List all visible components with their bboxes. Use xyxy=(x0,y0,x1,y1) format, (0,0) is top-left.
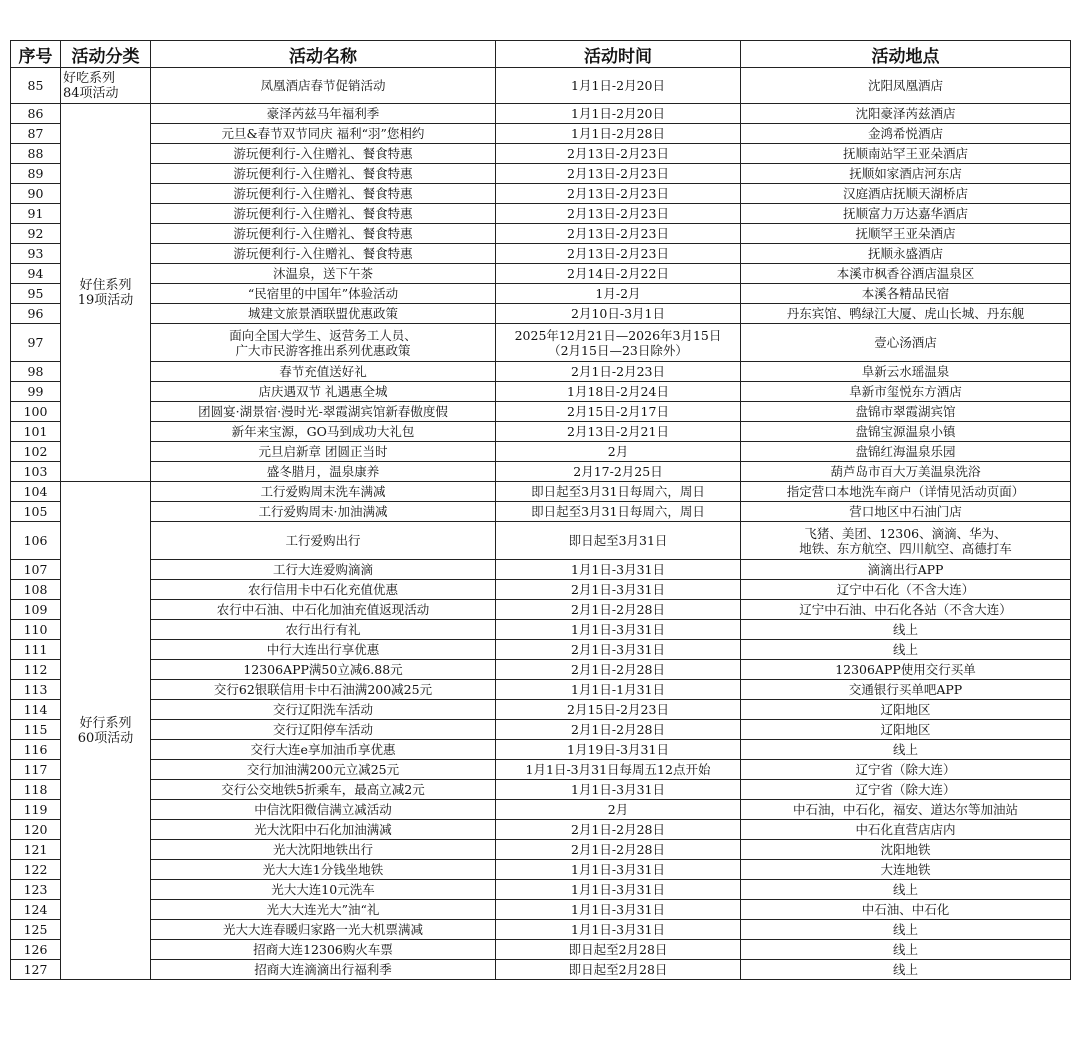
activity-name: 光大大连10元洗车 xyxy=(151,880,496,900)
activity-time: 2月1日-2月28日 xyxy=(496,820,741,840)
table-row xyxy=(11,304,1071,324)
activity-time: 2月13日-2月23日 xyxy=(496,244,741,264)
activity-name: 游玩便利行-入住赠礼、餐食特惠 xyxy=(151,204,496,224)
activity-name: 农行出行有礼 xyxy=(151,620,496,640)
row-number: 85 xyxy=(11,68,61,104)
activity-time: 1月1日-2月20日 xyxy=(496,104,741,124)
activity-name: 招商大连12306购火车票 xyxy=(151,940,496,960)
activity-time: 即日起至3月31日每周六，周日 xyxy=(496,482,741,502)
table-row xyxy=(11,68,1071,104)
activity-name: 面向全国大学生、返营务工人员、 广大市民游客推出系列优惠政策 xyxy=(151,324,496,362)
row-number: 123 xyxy=(11,880,61,900)
activity-location: 线上 xyxy=(741,960,1071,980)
activity-name: 游玩便利行-入住赠礼、餐食特惠 xyxy=(151,144,496,164)
activity-location: 线上 xyxy=(741,940,1071,960)
activity-name: 交行辽阳停车活动 xyxy=(151,720,496,740)
activity-name: 沐温泉，送下午茶 xyxy=(151,264,496,284)
table-row xyxy=(11,880,1071,900)
row-number: 92 xyxy=(11,224,61,244)
header-activity-time: 活动时间 xyxy=(496,41,741,68)
table-row xyxy=(11,362,1071,382)
activity-location: 滴滴出行APP xyxy=(741,560,1071,580)
row-number: 116 xyxy=(11,740,61,760)
row-number: 110 xyxy=(11,620,61,640)
activity-time: 即日起至3月31日 xyxy=(496,522,741,560)
row-number: 103 xyxy=(11,462,61,482)
header-activity-location: 活动地点 xyxy=(741,41,1071,68)
activity-time: 2月1日-3月31日 xyxy=(496,640,741,660)
activity-location: 金鸿希悦酒店 xyxy=(741,124,1071,144)
activity-location: 盘锦市翠霞湖宾馆 xyxy=(741,402,1071,422)
table-row xyxy=(11,522,1071,560)
activity-location: 线上 xyxy=(741,640,1071,660)
activity-time: 2月1日-2月28日 xyxy=(496,600,741,620)
activity-name: 中行大连出行享优惠 xyxy=(151,640,496,660)
activity-time: 1月1日-3月31日 xyxy=(496,860,741,880)
row-number: 122 xyxy=(11,860,61,880)
activity-table xyxy=(10,40,1071,980)
row-number: 89 xyxy=(11,164,61,184)
activity-time: 2月1日-2月28日 xyxy=(496,660,741,680)
activity-time: 1月1日-3月31日 xyxy=(496,920,741,940)
activity-location: 交通银行买单吧APP xyxy=(741,680,1071,700)
table-row xyxy=(11,382,1071,402)
activity-name: 工行爱购周末·加油满减 xyxy=(151,502,496,522)
row-number: 114 xyxy=(11,700,61,720)
activity-location: 抚顺富力万达嘉华酒店 xyxy=(741,204,1071,224)
activity-time: 1月1日-3月31日 xyxy=(496,780,741,800)
activity-location: 抚顺永盛酒店 xyxy=(741,244,1071,264)
table-row xyxy=(11,840,1071,860)
row-number: 101 xyxy=(11,422,61,442)
table-row xyxy=(11,502,1071,522)
row-number: 95 xyxy=(11,284,61,304)
row-number: 108 xyxy=(11,580,61,600)
category-cell: 好行系列 60项活动 xyxy=(61,482,151,980)
table-row xyxy=(11,600,1071,620)
table-row xyxy=(11,640,1071,660)
header-activity-name: 活动名称 xyxy=(151,41,496,68)
table-row xyxy=(11,324,1071,362)
table-row xyxy=(11,442,1071,462)
activity-name: 农行信用卡中石化充值优惠 xyxy=(151,580,496,600)
row-number: 87 xyxy=(11,124,61,144)
activity-location: 辽宁中石化（不含大连） xyxy=(741,580,1071,600)
table-row xyxy=(11,700,1071,720)
table-row xyxy=(11,264,1071,284)
row-number: 106 xyxy=(11,522,61,560)
activity-time: 1月1日-3月31日每周五12点开始 xyxy=(496,760,741,780)
activity-name: 交行大连e享加油币享优惠 xyxy=(151,740,496,760)
activity-name: 光大大连1分钱坐地铁 xyxy=(151,860,496,880)
activity-time: 2月15日-2月17日 xyxy=(496,402,741,422)
activity-time: 1月1日-2月20日 xyxy=(496,68,741,104)
activity-time: 1月1日-2月28日 xyxy=(496,124,741,144)
row-number: 126 xyxy=(11,940,61,960)
table-row xyxy=(11,184,1071,204)
activity-time: 1月1日-3月31日 xyxy=(496,620,741,640)
row-number: 90 xyxy=(11,184,61,204)
activity-name: 城建文旅景酒联盟优惠政策 xyxy=(151,304,496,324)
activity-time: 2月1日-3月31日 xyxy=(496,580,741,600)
activity-name: 游玩便利行-入住赠礼、餐食特惠 xyxy=(151,184,496,204)
activity-time: 1月1日-3月31日 xyxy=(496,900,741,920)
row-number: 125 xyxy=(11,920,61,940)
activity-location: 辽宁中石油、中石化各站（不含大连） xyxy=(741,600,1071,620)
activity-name: 凤凰酒店春节促销活动 xyxy=(151,68,496,104)
table-row xyxy=(11,402,1071,422)
table-row xyxy=(11,422,1071,442)
activity-location: 中石油，中石化，福安、道达尔等加油站 xyxy=(741,800,1071,820)
activity-name: 游玩便利行-入住赠礼、餐食特惠 xyxy=(151,224,496,244)
activity-time: 即日起至2月28日 xyxy=(496,940,741,960)
table-row xyxy=(11,104,1071,124)
header-number: 序号 xyxy=(11,41,61,68)
activity-time: 2月14日-2月22日 xyxy=(496,264,741,284)
table-body xyxy=(11,68,1071,980)
activity-name: 盛冬腊月，温泉康养 xyxy=(151,462,496,482)
activity-name: 12306APP满50立减6.88元 xyxy=(151,660,496,680)
activity-name: 光大沈阳中石化加油满减 xyxy=(151,820,496,840)
activity-time: 2月17-2月25日 xyxy=(496,462,741,482)
activity-name: 农行中石油、中石化加油充值返现活动 xyxy=(151,600,496,620)
category-cell: 好吃系列 84项活动 xyxy=(61,68,151,104)
row-number: 117 xyxy=(11,760,61,780)
activity-name: 中信沈阳微信满立减活动 xyxy=(151,800,496,820)
activity-name: “民宿里的中国年”体验活动 xyxy=(151,284,496,304)
activity-name: 元旦启新章 团圆正当时 xyxy=(151,442,496,462)
table-row xyxy=(11,900,1071,920)
row-number: 94 xyxy=(11,264,61,284)
activity-location: 抚顺如家酒店河东店 xyxy=(741,164,1071,184)
activity-location: 辽阳地区 xyxy=(741,720,1071,740)
row-number: 111 xyxy=(11,640,61,660)
activity-name: 豪泽芮兹马年福利季 xyxy=(151,104,496,124)
activity-name: 团圆宴·湖景宿·漫时光-翠霞湖宾馆新春傲度假 xyxy=(151,402,496,422)
activity-time: 2月13日-2月23日 xyxy=(496,204,741,224)
row-number: 118 xyxy=(11,780,61,800)
activity-time: 2月1日-2月28日 xyxy=(496,840,741,860)
row-number: 120 xyxy=(11,820,61,840)
activity-name: 交行62银联信用卡中石油满200减25元 xyxy=(151,680,496,700)
activity-name: 工行爱购出行 xyxy=(151,522,496,560)
table-row xyxy=(11,580,1071,600)
table-row xyxy=(11,482,1071,502)
activity-name: 工行爱购周末洗车满减 xyxy=(151,482,496,502)
row-number: 124 xyxy=(11,900,61,920)
activity-name: 游玩便利行-入住赠礼、餐食特惠 xyxy=(151,244,496,264)
activity-time: 2月13日-2月21日 xyxy=(496,422,741,442)
row-number: 113 xyxy=(11,680,61,700)
activity-location: 线上 xyxy=(741,920,1071,940)
row-number: 112 xyxy=(11,660,61,680)
activity-location: 大连地铁 xyxy=(741,860,1071,880)
table-row xyxy=(11,244,1071,264)
activity-time: 2025年12月21日—2026年3月15日 （2月15日—23日除外） xyxy=(496,324,741,362)
activity-name: 光大沈阳地铁出行 xyxy=(151,840,496,860)
activity-name: 游玩便利行-入住赠礼、餐食特惠 xyxy=(151,164,496,184)
activity-location: 盘锦红海温泉乐园 xyxy=(741,442,1071,462)
table-row xyxy=(11,860,1071,880)
row-number: 96 xyxy=(11,304,61,324)
activity-time: 1月19日-3月31日 xyxy=(496,740,741,760)
row-number: 119 xyxy=(11,800,61,820)
table-row xyxy=(11,960,1071,980)
activity-location: 沈阳豪泽芮兹酒店 xyxy=(741,104,1071,124)
activity-time: 1月1日-3月31日 xyxy=(496,880,741,900)
activity-location: 阜新云水瑶温泉 xyxy=(741,362,1071,382)
activity-name: 新年来宝源，GO马到成功大礼包 xyxy=(151,422,496,442)
table-row xyxy=(11,740,1071,760)
table-row xyxy=(11,680,1071,700)
activity-location: 壹心汤酒店 xyxy=(741,324,1071,362)
activity-name: 店庆遇双节 礼遇惠全城 xyxy=(151,382,496,402)
activity-location: 中石油、中石化 xyxy=(741,900,1071,920)
activity-name: 光大大连光大”油“礼 xyxy=(151,900,496,920)
activity-location: 12306APP使用交行买单 xyxy=(741,660,1071,680)
table-row xyxy=(11,940,1071,960)
table-row xyxy=(11,660,1071,680)
row-number: 107 xyxy=(11,560,61,580)
activity-location: 汉庭酒店抚顺天湖桥店 xyxy=(741,184,1071,204)
activity-time: 2月15日-2月23日 xyxy=(496,700,741,720)
row-number: 115 xyxy=(11,720,61,740)
row-number: 86 xyxy=(11,104,61,124)
activity-location: 本溪各精品民宿 xyxy=(741,284,1071,304)
activity-location: 沈阳凤凰酒店 xyxy=(741,68,1071,104)
activity-location: 线上 xyxy=(741,620,1071,640)
activity-time: 2月 xyxy=(496,800,741,820)
table-row xyxy=(11,462,1071,482)
table-row xyxy=(11,720,1071,740)
row-number: 102 xyxy=(11,442,61,462)
activity-location: 中石化直营店店内 xyxy=(741,820,1071,840)
activity-location: 盘锦宝源温泉小镇 xyxy=(741,422,1071,442)
table-row xyxy=(11,560,1071,580)
row-number: 105 xyxy=(11,502,61,522)
activity-time: 即日起至3月31日每周六，周日 xyxy=(496,502,741,522)
table-row xyxy=(11,164,1071,184)
activity-name: 交行加油满200元立减25元 xyxy=(151,760,496,780)
activity-time: 2月13日-2月23日 xyxy=(496,224,741,244)
activity-name: 招商大连滴滴出行福利季 xyxy=(151,960,496,980)
row-number: 97 xyxy=(11,324,61,362)
table-row xyxy=(11,620,1071,640)
table-row xyxy=(11,800,1071,820)
activity-location: 线上 xyxy=(741,740,1071,760)
activity-name: 工行大连爱购滴滴 xyxy=(151,560,496,580)
activity-time: 2月10日-3月1日 xyxy=(496,304,741,324)
activity-name: 春节充值送好礼 xyxy=(151,362,496,382)
activity-location: 阜新市玺悦东方酒店 xyxy=(741,382,1071,402)
row-number: 127 xyxy=(11,960,61,980)
activity-location: 本溪市枫香谷酒店温泉区 xyxy=(741,264,1071,284)
header-category: 活动分类 xyxy=(61,41,151,68)
table-row xyxy=(11,124,1071,144)
activity-location: 抚顺罕王亚朵酒店 xyxy=(741,224,1071,244)
activity-location: 辽阳地区 xyxy=(741,700,1071,720)
row-number: 104 xyxy=(11,482,61,502)
activity-table-document xyxy=(10,40,1071,980)
activity-time: 2月13日-2月23日 xyxy=(496,184,741,204)
activity-time: 2月13日-2月23日 xyxy=(496,144,741,164)
activity-location: 辽宁省（除大连） xyxy=(741,760,1071,780)
activity-time: 1月-2月 xyxy=(496,284,741,304)
activity-location: 丹东宾馆、鸭绿江大厦、虎山长城、丹东舰 xyxy=(741,304,1071,324)
activity-name: 交行公交地铁5折乘车，最高立减2元 xyxy=(151,780,496,800)
row-number: 91 xyxy=(11,204,61,224)
activity-location: 抚顺南站罕王亚朵酒店 xyxy=(741,144,1071,164)
row-number: 109 xyxy=(11,600,61,620)
row-number: 88 xyxy=(11,144,61,164)
activity-location: 沈阳地铁 xyxy=(741,840,1071,860)
row-number: 99 xyxy=(11,382,61,402)
activity-location: 营口地区中石油门店 xyxy=(741,502,1071,522)
table-row xyxy=(11,780,1071,800)
table-row xyxy=(11,920,1071,940)
table-row xyxy=(11,820,1071,840)
row-number: 98 xyxy=(11,362,61,382)
activity-time: 1月18日-2月24日 xyxy=(496,382,741,402)
activity-location: 葫芦岛市百大万美温泉洗浴 xyxy=(741,462,1071,482)
activity-location: 线上 xyxy=(741,880,1071,900)
activity-name: 交行辽阳洗车活动 xyxy=(151,700,496,720)
table-row xyxy=(11,204,1071,224)
activity-time: 1月1日-3月31日 xyxy=(496,560,741,580)
table-row xyxy=(11,224,1071,244)
activity-name: 元旦&春节双节同庆 福利“羽”您相约 xyxy=(151,124,496,144)
activity-time: 2月 xyxy=(496,442,741,462)
activity-location: 指定营口本地洗车商户（详情见活动页面） xyxy=(741,482,1071,502)
category-cell: 好住系列 19项活动 xyxy=(61,104,151,482)
row-number: 121 xyxy=(11,840,61,860)
table-row xyxy=(11,760,1071,780)
activity-time: 1月1日-1月31日 xyxy=(496,680,741,700)
activity-name: 光大大连春暖归家路一光大机票满减 xyxy=(151,920,496,940)
activity-location: 飞猪、美团、12306、滴滴、华为、 地铁、东方航空、四川航空、高德打车 xyxy=(741,522,1071,560)
row-number: 100 xyxy=(11,402,61,422)
row-number: 93 xyxy=(11,244,61,264)
activity-time: 2月13日-2月23日 xyxy=(496,164,741,184)
activity-time: 2月1日-2月28日 xyxy=(496,720,741,740)
table-row xyxy=(11,144,1071,164)
table-row xyxy=(11,284,1071,304)
table-header-row xyxy=(11,41,1071,68)
activity-time: 2月1日-2月23日 xyxy=(496,362,741,382)
activity-time: 即日起至2月28日 xyxy=(496,960,741,980)
activity-location: 辽宁省（除大连） xyxy=(741,780,1071,800)
